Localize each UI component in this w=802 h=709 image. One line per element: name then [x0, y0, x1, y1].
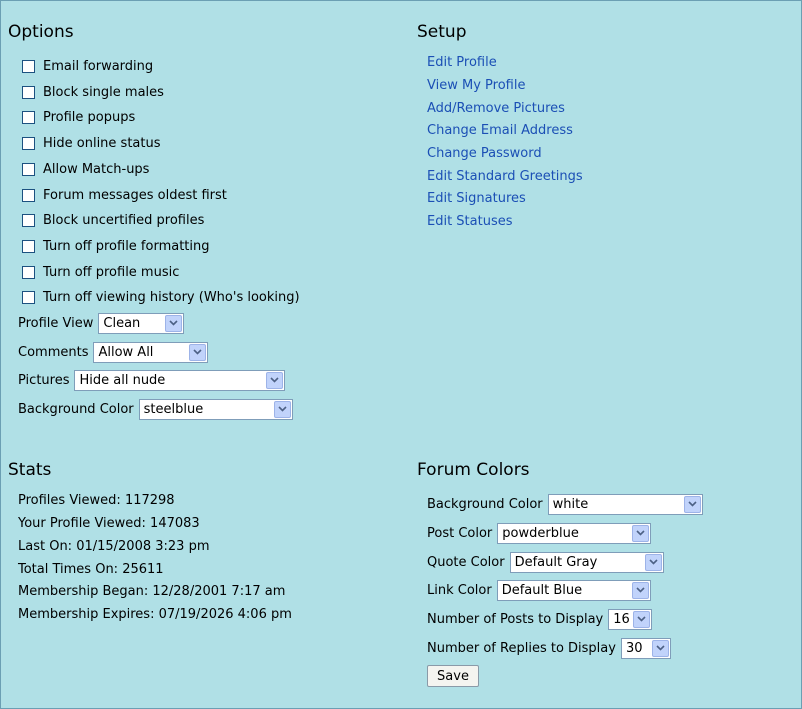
forum-background-select[interactable] [548, 494, 703, 515]
checkbox-label: Forum messages oldest first [43, 187, 227, 203]
link-color-label: Link Color [427, 582, 492, 598]
checkbox-label: Turn off viewing history (Who's looking) [43, 289, 300, 305]
background-color-row [18, 398, 293, 420]
checkbox-label: Profile popups [43, 109, 136, 125]
add-remove-pictures-link[interactable]: Add/Remove Pictures [427, 101, 565, 116]
checkbox-allow-match-ups[interactable] [22, 160, 149, 178]
save-button[interactable]: Save [427, 665, 479, 687]
stat-membership-expires: Membership Expires: 07/19/2026 4:06 pm [18, 607, 292, 622]
checkbox-label: Allow Match-ups [43, 161, 150, 177]
chevron-down-icon[interactable] [684, 496, 701, 513]
checkbox-viewing-history[interactable] [22, 288, 300, 306]
checkbox-forum-oldest-first[interactable] [22, 186, 227, 204]
quote-color-row [427, 551, 664, 573]
select-value: white [552, 496, 589, 512]
link-color-row [427, 579, 651, 601]
checkbox-box[interactable] [22, 137, 35, 150]
checkbox-box[interactable] [22, 189, 35, 202]
select-value: 16 [613, 611, 630, 627]
edit-signatures-link[interactable]: Edit Signatures [427, 191, 526, 206]
chevron-down-icon[interactable] [645, 554, 662, 571]
posts-to-display-select[interactable] [608, 609, 652, 630]
select-value: Hide all nude [79, 372, 166, 388]
post-color-select[interactable] [497, 523, 651, 544]
checkbox-box[interactable] [22, 163, 35, 176]
change-password-link[interactable]: Change Password [427, 146, 542, 161]
checkbox-profile-formatting[interactable] [22, 237, 210, 255]
checkbox-profile-music[interactable] [22, 263, 179, 281]
pictures-row [18, 369, 285, 391]
checkbox-hide-online-status[interactable] [22, 134, 161, 152]
select-value: Allow All [98, 344, 154, 360]
post-color-label: Post Color [427, 525, 493, 541]
posts-to-display-row [427, 608, 652, 630]
replies-to-display-select[interactable] [621, 638, 671, 659]
edit-greetings-link[interactable]: Edit Standard Greetings [427, 169, 583, 184]
comments-select[interactable] [93, 342, 208, 363]
chevron-down-icon[interactable] [274, 401, 291, 418]
profile-view-row [18, 312, 184, 334]
pictures-select[interactable] [74, 370, 285, 391]
checkbox-label: Hide online status [43, 135, 161, 151]
chevron-down-icon[interactable] [266, 372, 283, 389]
chevron-down-icon[interactable] [633, 611, 650, 628]
post-color-row [427, 522, 651, 544]
forum-colors-title: Forum Colors [417, 460, 530, 480]
checkbox-label: Turn off profile music [43, 264, 180, 280]
comments-row [18, 341, 208, 363]
stat-last-on: Last On: 01/15/2008 3:23 pm [18, 539, 210, 554]
checkbox-email-forwarding[interactable] [22, 57, 153, 75]
options-title: Options [8, 22, 74, 42]
replies-to-display-row [427, 637, 671, 659]
stat-your-profile-viewed: Your Profile Viewed: 147083 [18, 516, 200, 531]
background-color-label: Background Color [18, 401, 134, 417]
setup-title: Setup [417, 22, 467, 42]
select-value: Clean [103, 315, 141, 331]
stat-membership-began: Membership Began: 12/28/2001 7:17 am [18, 584, 286, 599]
checkbox-box[interactable] [22, 240, 35, 253]
checkbox-label: Block uncertified profiles [43, 212, 205, 228]
stat-profiles-viewed: Profiles Viewed: 117298 [18, 493, 175, 508]
stats-title: Stats [8, 460, 52, 480]
checkbox-box[interactable] [22, 86, 35, 99]
profile-view-select[interactable] [98, 313, 184, 334]
chevron-down-icon[interactable] [165, 315, 182, 332]
link-color-select[interactable] [497, 580, 651, 601]
chevron-down-icon[interactable] [189, 344, 206, 361]
chevron-down-icon[interactable] [652, 640, 669, 657]
checkbox-profile-popups[interactable] [22, 108, 135, 126]
view-my-profile-link[interactable]: View My Profile [427, 78, 526, 93]
quote-color-label: Quote Color [427, 554, 505, 570]
quote-color-select[interactable] [510, 552, 664, 573]
forum-background-label: Background Color [427, 496, 543, 512]
checkbox-label: Email forwarding [43, 58, 154, 74]
forum-background-row [427, 493, 703, 515]
posts-to-display-label: Number of Posts to Display [427, 611, 604, 627]
select-value: Default Blue [501, 582, 583, 598]
profile-view-label: Profile View [18, 315, 94, 331]
select-value: powderblue [502, 525, 579, 541]
edit-statuses-link[interactable]: Edit Statuses [427, 214, 513, 229]
checkbox-box[interactable] [22, 60, 35, 73]
background-color-select[interactable] [139, 399, 293, 420]
checkbox-box[interactable] [22, 111, 35, 124]
checkbox-block-uncertified[interactable] [22, 211, 204, 229]
chevron-down-icon[interactable] [632, 582, 649, 599]
checkbox-box[interactable] [22, 291, 35, 304]
checkbox-box[interactable] [22, 266, 35, 279]
change-email-link[interactable]: Change Email Address [427, 123, 573, 138]
select-value: Default Gray [514, 554, 598, 570]
comments-label: Comments [18, 344, 89, 360]
replies-to-display-label: Number of Replies to Display [427, 640, 616, 656]
stat-total-times-on: Total Times On: 25611 [18, 562, 164, 577]
checkbox-label: Block single males [43, 84, 164, 100]
select-value: 30 [625, 640, 643, 656]
pictures-label: Pictures [18, 372, 70, 388]
checkbox-block-single-males[interactable] [22, 83, 164, 101]
select-value: steelblue [143, 401, 204, 417]
edit-profile-link[interactable]: Edit Profile [427, 55, 497, 70]
chevron-down-icon[interactable] [632, 525, 649, 542]
checkbox-label: Turn off profile formatting [43, 238, 210, 254]
checkbox-box[interactable] [22, 214, 35, 227]
